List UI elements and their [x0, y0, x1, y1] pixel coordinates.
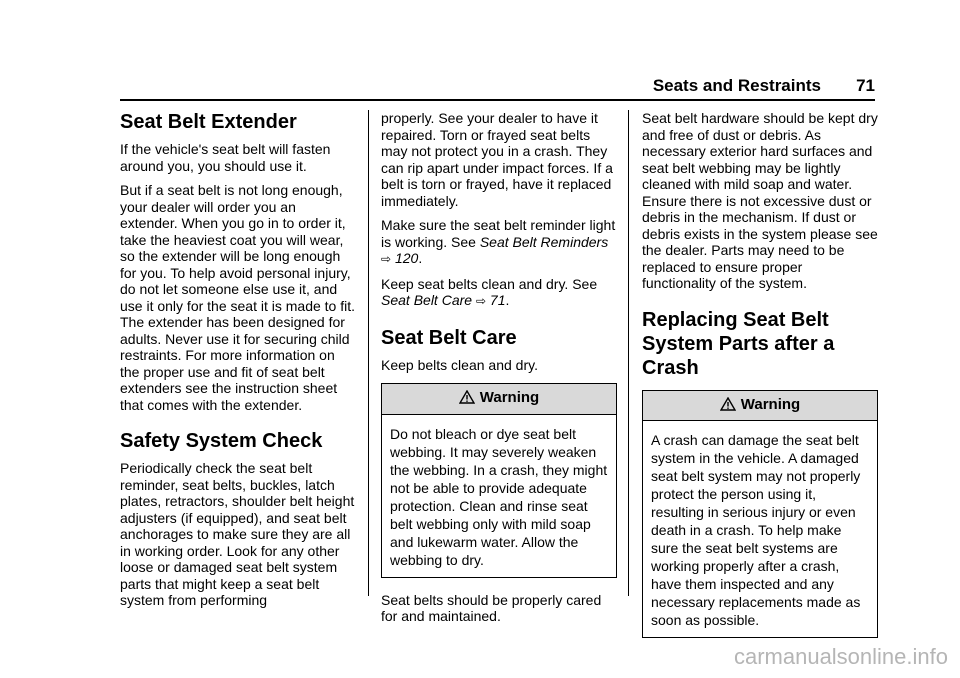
- paragraph: Seat belts should be properly cared for and maintained.: [381, 591, 602, 624]
- paragraph: Make sure the seat belt reminder light is working. See Seat Belt Reminders ⇨ 120.: [381, 217, 616, 266]
- column-divider: [368, 110, 369, 596]
- paragraph: Seat belt hardware should be kept dry and free of dust or debris. As necessary exterior hard surfaces and seat belt webbing may be lightly cleaned with mild soap and water. Ensure there is not excessive dust or debris in the mechanism. If dust or debris exists in the system please see the dealer. Parts may need to be replaced to ensure proper functionality of the system.: [642, 110, 878, 291]
- warning-text: A crash can damage the seat belt system in the vehicle. A damaged seat belt system may not properly protect the person using it, resulting in serious injury or even death in a crash. To help make sure the seat belt systems are working properly after a crash, have them inspected and any necessary replacements made as soon as possible.: [651, 432, 861, 628]
- safety-system-check-heading: Safety System Check: [120, 430, 323, 452]
- replacing-parts-heading: Replacing Seat Belt System Parts after a Crash: [642, 308, 835, 379]
- paragraph: Keep belts clean and dry.: [381, 356, 538, 373]
- column-2: [381, 110, 617, 633]
- paragraph: If the vehicle's seat belt will fasten around you, you should use it.: [120, 141, 331, 174]
- seat-belt-care-heading: Seat Belt Care: [381, 326, 517, 349]
- warning-box: [642, 390, 878, 639]
- warning-label: Warning: [479, 389, 540, 406]
- warning-text: Do not bleach or dye seat belt webbing. It may severely weaken the webbing. In a crash, they might not be able to provide adequate protection. Clean and rinse seat belt webbing only with mild soap and lukewarm water. Allow the webbing to dry.: [390, 425, 608, 568]
- warning-header: [643, 391, 877, 422]
- warning-icon: [720, 397, 736, 411]
- page-header: [120, 76, 875, 106]
- paragraph: But if a seat belt is not long enough, your dealer will order you an extender. When you go in to order it, take the heaviest coat you will wear, so the extender will be long enough for you. To help avoid personal injury, do not let someone else use it, and use it only for the seat it is made to fit. The extender has been designed for adults. Never use it for securing child restraints. For more information on the proper use and fit of seat belt extenders see the instruction sheet that comes with the extender.: [120, 182, 355, 413]
- column-3: [642, 110, 878, 652]
- seat-belt-extender-heading: Seat Belt Extender: [120, 111, 297, 133]
- cross-reference-link[interactable]: Seat Belt Care: [381, 292, 473, 308]
- warning-label: Warning: [740, 395, 801, 413]
- paragraph: Keep seat belts clean and dry. See Seat Belt Care ⇨ 71.: [381, 275, 598, 308]
- page-reference[interactable]: 71: [489, 292, 506, 308]
- header-rule: [120, 99, 875, 101]
- page-number: 71: [856, 76, 875, 95]
- warning-box: [381, 383, 617, 578]
- cross-reference-link[interactable]: Seat Belt Reminders: [479, 233, 609, 250]
- column-divider: [628, 110, 629, 596]
- section-title: Seats and Restraints: [652, 76, 821, 95]
- column-1: [120, 110, 356, 617]
- page-ref-icon: ⇨: [381, 252, 392, 266]
- watermark: carmanualsonline.info: [733, 644, 948, 669]
- page-reference[interactable]: 120: [394, 250, 419, 266]
- paragraph: properly. See your dealer to have it repaired. Torn or frayed seat belts may not protect you in a crash. They can rip apart under impact forces. If a belt is torn or frayed, have it replaced immediately.: [381, 110, 613, 209]
- paragraph: Periodically check the seat belt reminder, seat belts, buckles, latch plates, retractors, shoulder belt height adjusters (if equipped), and seat belt anchorages to make sure they are all in working order. Look for any other loose or damaged seat belt system parts that might keep a seat belt system from performing: [120, 460, 355, 608]
- warning-icon: [459, 390, 475, 404]
- warning-header: [382, 384, 616, 415]
- page-ref-icon: ⇨: [475, 294, 487, 308]
